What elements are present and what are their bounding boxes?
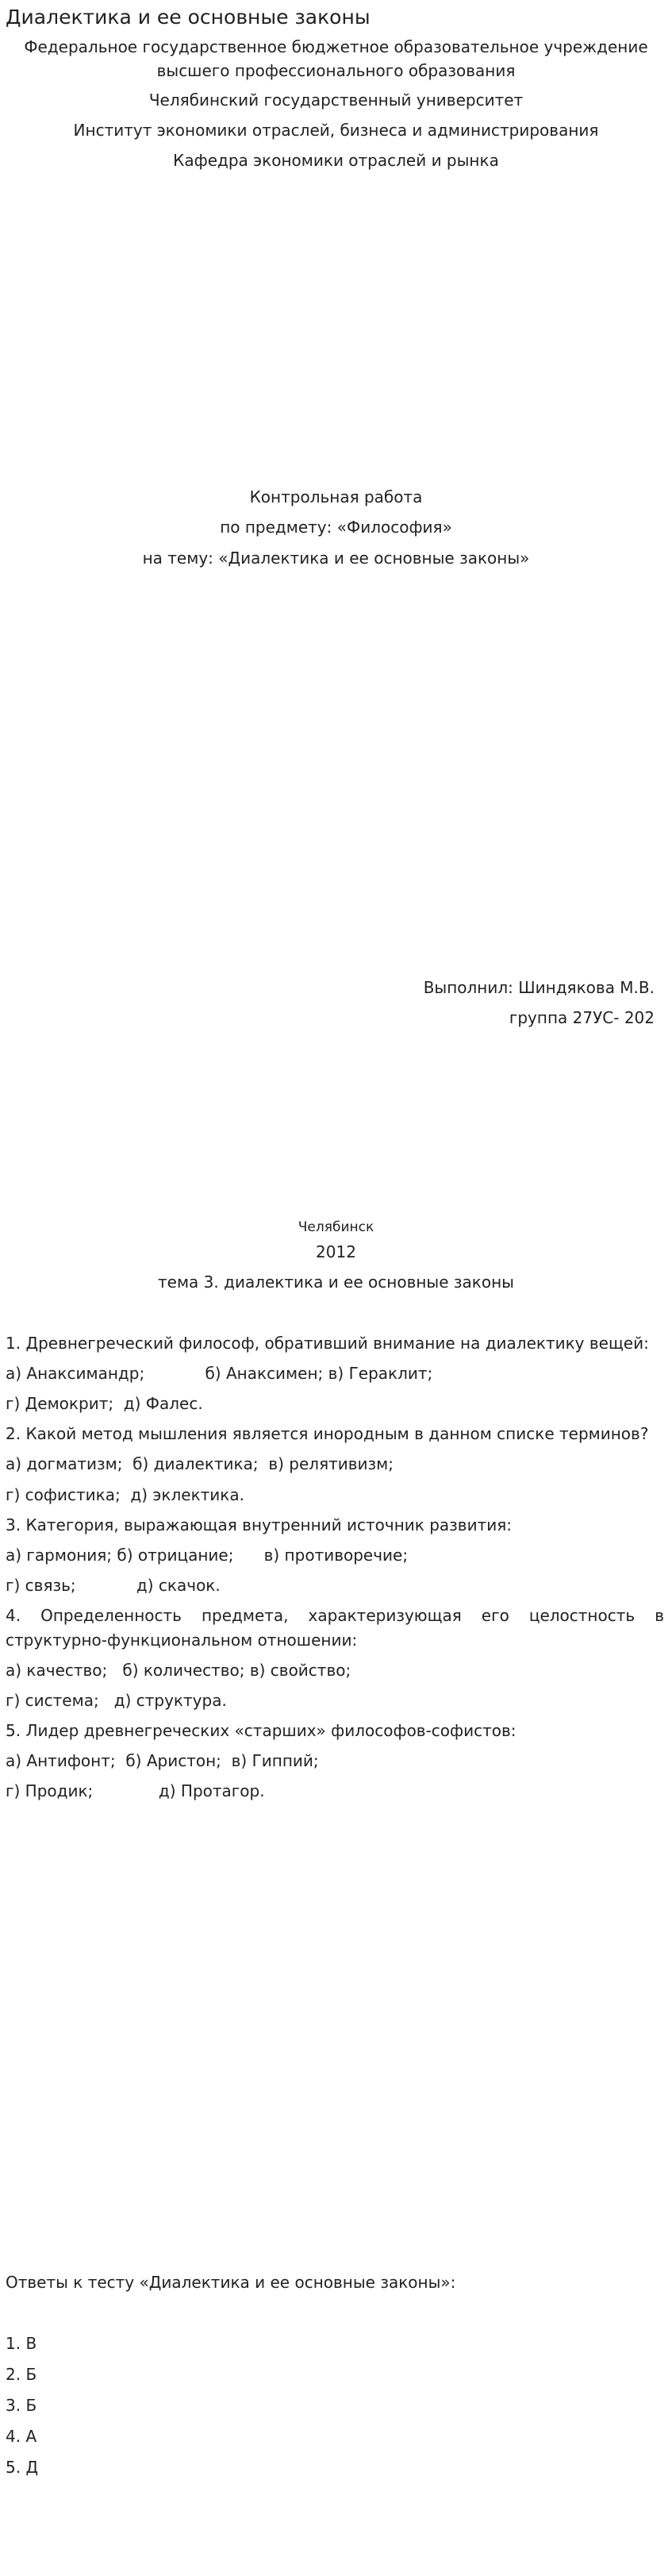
- answer-item: 5. Д: [6, 2458, 39, 2477]
- university-name: Челябинский государственный университет: [148, 90, 524, 110]
- org-line-2: высшего профессионального образования: [156, 61, 516, 80]
- question-text: 3. Категория, выражающая внутренний источник развития:: [6, 1515, 513, 1534]
- institute-name: Институт экономики отраслей, бизнеса и администрирования: [73, 121, 599, 140]
- work-type: Контрольная работа: [249, 487, 423, 506]
- author-line: Выполнил: Шиндякова М.В.: [423, 978, 655, 997]
- question-text: 4. Определенность предмета, характеризующая его целостность в структурно-функциональном отношении:: [6, 1606, 664, 1650]
- document-title: Диалектика и ее основные законы: [6, 6, 371, 29]
- answer-item: 4. А: [6, 2427, 37, 2446]
- city-line: Челябинск: [298, 1219, 374, 1235]
- options-line: а) Антифонт; б) Аристон; в) Гиппий;: [6, 1751, 319, 1770]
- options-line: а) догматизм; б) диалектика; в) релятивизм;: [6, 1454, 394, 1473]
- options-line: г) система; д) структура.: [6, 1691, 227, 1710]
- topic-line: на тему: «Диалектика и ее основные законы»: [142, 549, 530, 568]
- options-line: а) Анаксимандр; б) Анаксимен; в) Гераклит;: [6, 1364, 433, 1383]
- answer-item: 1. В: [6, 2334, 37, 2353]
- options-line: г) софистика; д) эклектика.: [6, 1485, 244, 1504]
- options-line: г) связь; д) скачок.: [6, 1576, 221, 1595]
- org-line-1: Федеральное государственное бюджетное образовательное учреждение: [24, 37, 648, 56]
- department-name: Кафедра экономики отраслей и рынка: [173, 151, 499, 170]
- test-heading: тема 3. диалектика и ее основные законы: [158, 1273, 514, 1292]
- question-text: 1. Древнегреческий философ, обративший внимание на диалектику вещей:: [6, 1334, 649, 1353]
- subject-line: по предмету: «Философия»: [220, 518, 452, 537]
- options-line: г) Продик; д) Протагор.: [6, 1781, 265, 1800]
- question-text: 5. Лидер древнегреческих «старших» философов-софистов:: [6, 1721, 516, 1740]
- question-text: 2. Какой метод мышления является инородным в данном списке терминов?: [6, 1424, 649, 1443]
- answers-heading: Ответы к тесту «Диалектика и ее основные законы»:: [6, 2273, 456, 2292]
- group-line: группа 27УС- 202: [509, 1008, 655, 1027]
- options-line: а) качество; б) количество; в) свойство;: [6, 1661, 351, 1680]
- answer-item: 3. Б: [6, 2396, 37, 2415]
- answer-item: 2. Б: [6, 2365, 37, 2384]
- options-line: а) гармония; б) отрицание; в) противоречие;: [6, 1546, 409, 1565]
- options-line: г) Демокрит; д) Фалес.: [6, 1394, 203, 1413]
- year-line: 2012: [316, 1242, 356, 1261]
